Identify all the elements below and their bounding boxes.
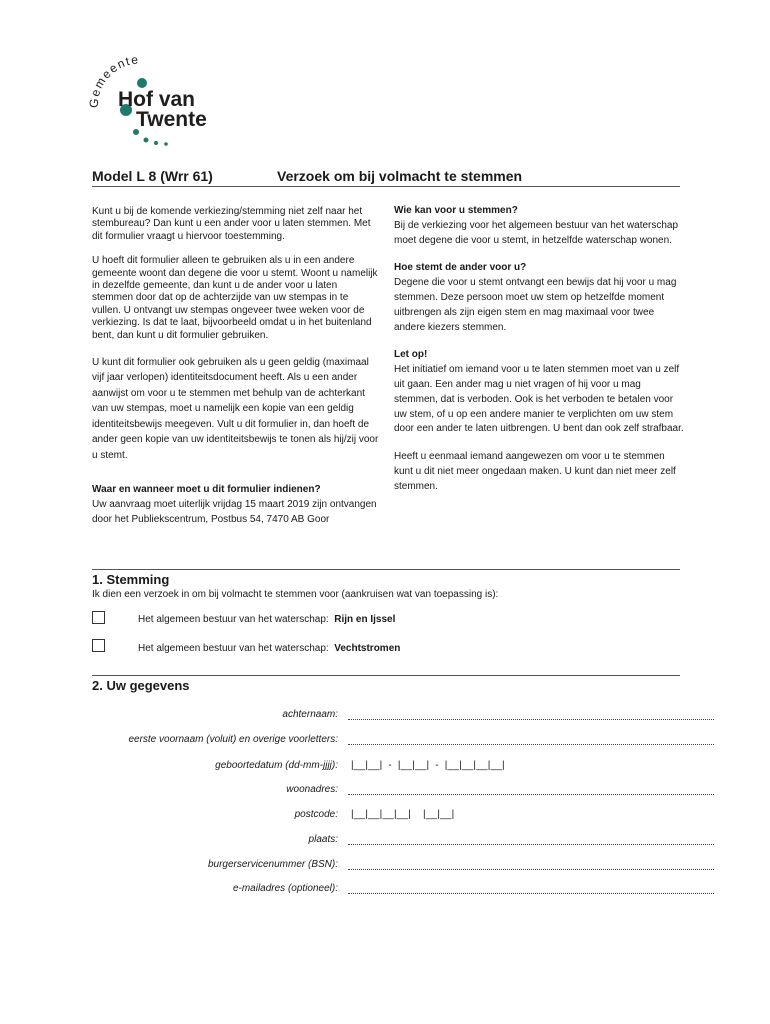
warning-text: Het initiatief om iemand voor u te laten stemmen moet van u zelf uit gaan. Een ander mag u niet vragen of hij voor u mag stemmen, dat is verboden. Ook is het verboden te betalen voor uw stem, of u op een andere manier te verplichten om uw stem door een ander te laten uitbrengen. U bent dan ook zelf strafbaar. [394,364,684,435]
option-rijn-en-ijssel: Het algemeen bestuur van het waterschap: Rijn en Ijssel [138,614,396,625]
submission-heading: Waar en wanneer moet u dit formulier indienen? [92,483,321,495]
who-can-vote-heading: Wie kan voor u stemmen? [394,205,518,216]
svg-text:Gemeente: Gemeente [86,52,141,109]
intro-left-column [92,206,379,527]
intro-paragraph-1: Kunt u bij de komende verkiezing/stemming niet zelf naar het stembureau? Dan kunt u een ander voor u laten stemmen. Met dit formulier vraagt u hiervoor toestemming. [92,206,371,242]
gemeente-hof-van-twente-logo [84,50,234,150]
label-bsn: burgerservicenummer (BSN): [207,859,338,870]
document-header [92,168,680,187]
label-achternaam: achternaam: [282,709,338,720]
section-1-title: 1. Stemming [92,572,170,587]
label-geboortedatum: geboortedatum (dd-mm-jjjj): [215,760,338,771]
field-voornaam[interactable] [348,734,714,745]
warning-heading: Let op! [394,349,428,361]
page-title: Verzoek om bij volmacht te stemmen [277,168,523,184]
label-postcode: postcode: [294,809,338,820]
label-voornaam: eerste voornaam (voluit) en overige voorletters: [128,734,338,745]
field-woonadres[interactable] [348,784,714,795]
how-vote-text: Degene die voor u stemt ontvangt een bewijs dat hij voor u mag stemmen. Deze persoon moet uw stem op hetzelfde moment uitbrengen als zijn eigen stem en mag maximaal voor twee andere kiezers stemmen. [394,277,677,333]
waterschap-name: Rijn en Ijssel [334,614,396,625]
who-can-vote-text: Bij de verkiezing voor het algemeen bestuur van het waterschap moet degene die voor u stemt, in hetzelfde waterschap wonen. [394,219,679,246]
option-vechtstromen: Het algemeen bestuur van het waterschap: Vechtstromen [138,643,401,654]
waterschap-name: Vechtstromen [334,643,401,654]
svg-text:Hof van: Hof van [118,88,196,111]
section-1-divider [92,569,680,570]
submission-text: Uw aanvraag moet uiterlijk vrijdag 15 maart 2019 zijn ontvangen door het Publiekscentrum, Postbus 54, 7470 AB Goor [92,498,377,525]
label-woonadres: woonadres: [286,784,338,795]
field-geboortedatum[interactable]: |__|__| - |__|__| - |__|__|__|__| [351,760,505,771]
checkbox-vechtstromen[interactable] [92,639,105,652]
svg-text:Twente: Twente [136,108,207,131]
field-bsn[interactable] [348,859,714,870]
intro-paragraph-2: U hoeft dit formulier alleen te gebruiken als u in een andere gemeente woont dan degene die voor u stemt. Woont u namelijk in dezelfde gemeente, dan kunt u de ander voor u laten stemmen door dat op de achterzijde van uw stempas in te vullen. U ontvangt uw stempas ongeveer twee weken voor de verkiezing. Is dat te laat, bijvoorbeeld omdat u in het buitenland bent, dan kunt u dit formulier gebruiken. [92,255,378,341]
intro-paragraph-3: U kunt dit formulier ook gebruiken als u geen geldig (maximaal vijf jaar verlopen) identiteitsdocument heeft. Als u een ander aanwijst om voor u te stemmen met behulp van de achterkant van uw stempas, moet u namelijk een kopie van een geldig identiteitsbewijs meegeven. Vult u dit formulier in, dan hoeft de ander geen kopie van uw identiteitsbewijs te tonen als hij/zij voor u stemt. [92,357,379,461]
label-plaats: plaats: [308,834,338,845]
intro-right-column [394,204,684,495]
field-plaats[interactable] [348,834,714,845]
model-label: Model L 8 (Wrr 61) [92,168,213,184]
label-email: e-mailadres (optioneel): [232,883,338,894]
section-2-divider [92,675,680,676]
irrevocable-text: Heeft u eenmaal iemand aangewezen om voor u te stemmen kunt u dit niet meer ongedaan maken. U kunt dan niet meer zelf stemmen. [394,451,676,492]
section-2-title: 2. Uw gegevens [92,678,190,693]
field-postcode[interactable]: |__|__|__|__| |__|__| [351,809,455,820]
field-achternaam[interactable] [348,709,714,720]
checkbox-rijn-en-ijssel[interactable] [92,611,105,624]
how-vote-heading: Hoe stemt de ander voor u? [394,262,527,274]
field-email[interactable] [348,883,714,894]
section-1-intro: Ik dien een verzoek in om bij volmacht te stemmen voor (aankruisen wat van toepassing is): [92,589,499,600]
